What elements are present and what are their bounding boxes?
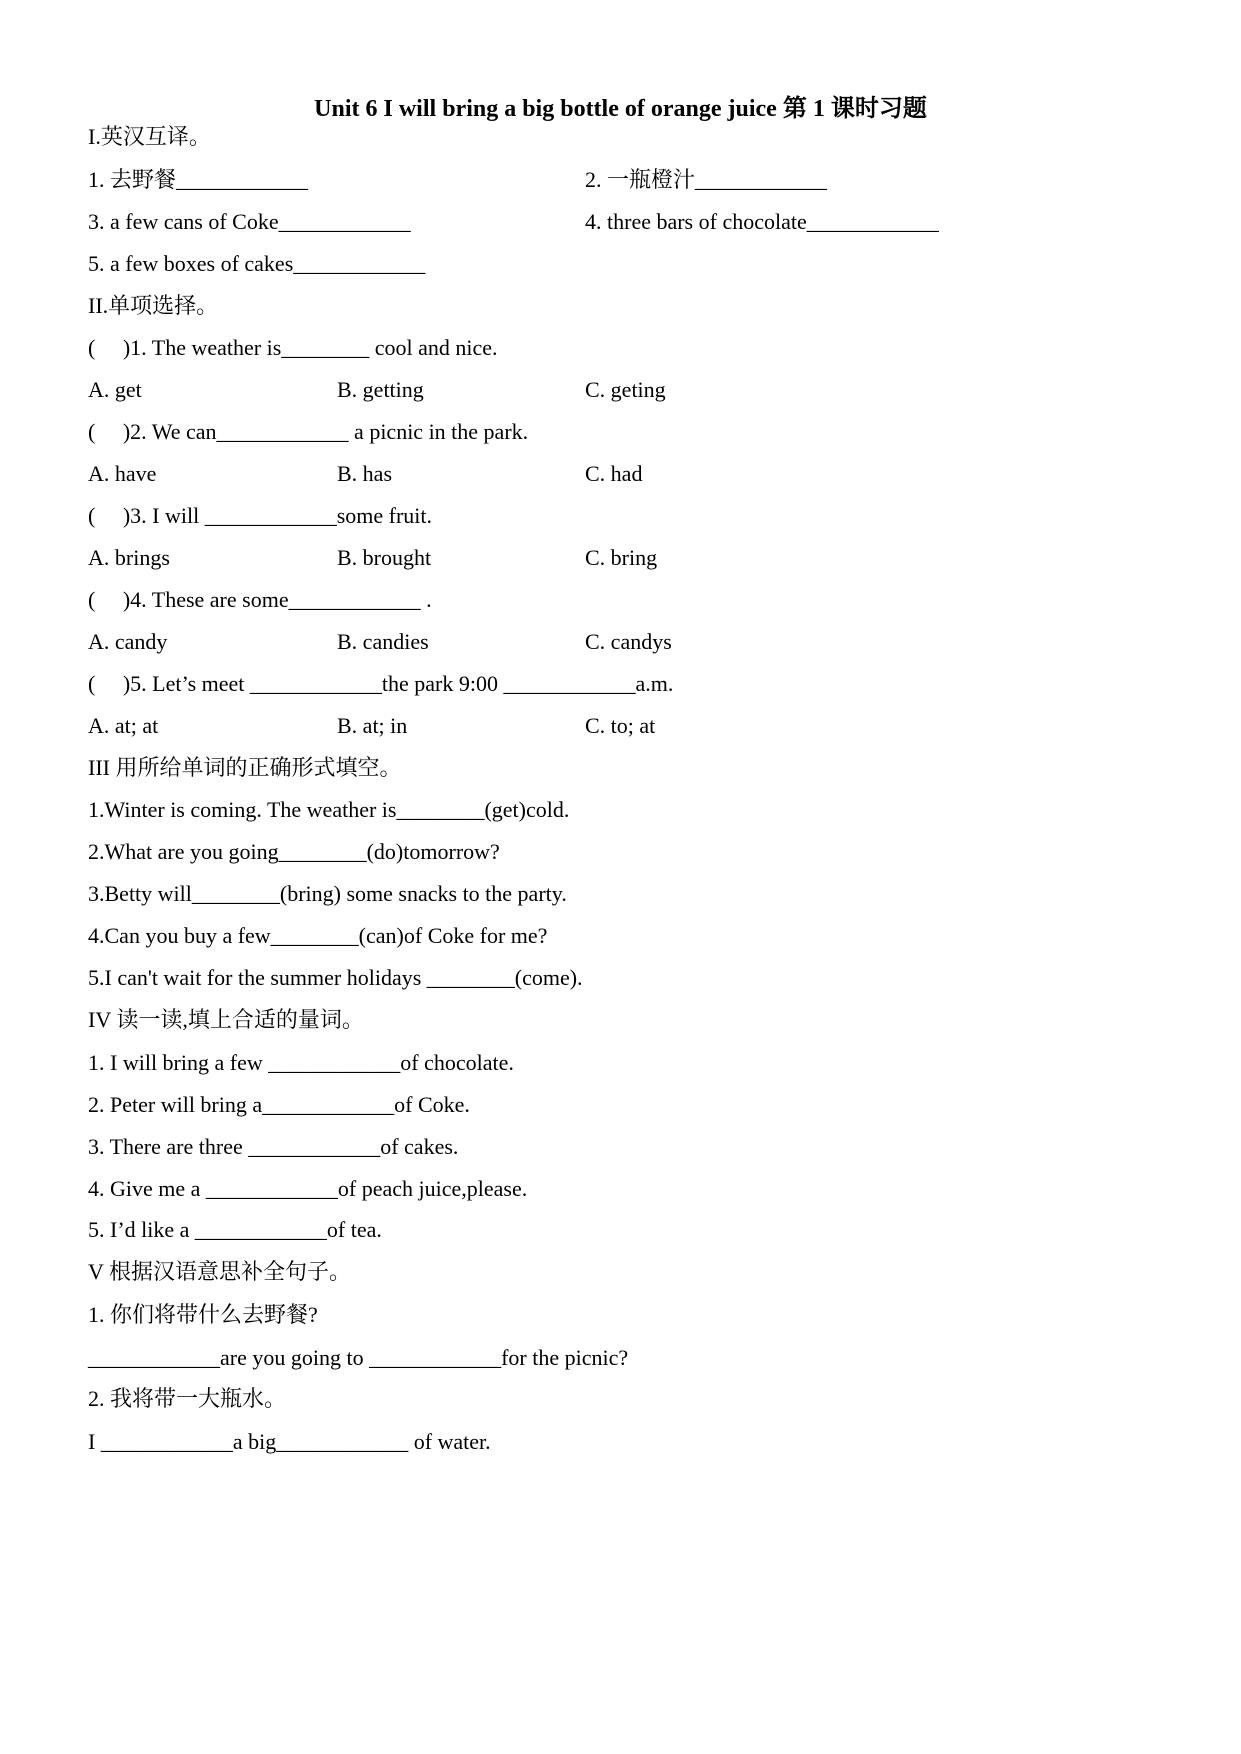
question-1-stem: ( )1. The weather is________ cool and nice. <box>88 335 498 360</box>
question-2-option-b: B. has <box>337 461 392 486</box>
question-4-option-a: A. candy <box>88 629 168 654</box>
question-2-option-c: C. had <box>585 461 643 486</box>
question-3-option-c: C. bring <box>585 545 658 570</box>
section5-answer-2: I ____________a big____________ of water. <box>88 1429 491 1454</box>
question-1-option-c: C. geting <box>585 377 666 402</box>
question-2-option-a: A. have <box>88 461 157 486</box>
section3-item-4: 4.Can you buy a few________(can)of Coke for me? <box>88 923 548 948</box>
section5-answer-1: ____________are you going to ____________for the picnic? <box>88 1345 629 1370</box>
page-title: Unit 6 I will bring a big bottle of orange juice 第 1 课时习题 <box>314 96 927 122</box>
question-5-option-a: A. at; at <box>88 713 159 738</box>
question-4-option-c: C. candys <box>585 629 672 654</box>
section3-item-2: 2.What are you going________(do)tomorrow? <box>88 839 500 864</box>
section4-item-1: 1. I will bring a few ____________of chocolate. <box>88 1050 514 1075</box>
question-2-stem: ( )2. We can____________ a picnic in the park. <box>88 419 529 444</box>
question-3-option-a: A. brings <box>88 545 170 570</box>
section4-heading: IV 读一读,填上合适的量词。 <box>88 1007 364 1032</box>
section3-item-3: 3.Betty will________(bring) some snacks to the party. <box>88 881 567 906</box>
question-3-stem: ( )3. I will ____________some fruit. <box>88 503 433 528</box>
section5-prompt-1: 1. 你们将带什么去野餐? <box>88 1302 318 1327</box>
section1-heading: I.英汉互译。 <box>88 124 211 149</box>
section3-item-5: 5.I can't wait for the summer holidays ________(come). <box>88 965 583 990</box>
section3-heading: III 用所给单词的正确形式填空。 <box>88 755 402 780</box>
section4-item-3: 3. There are three ____________of cakes. <box>88 1134 459 1159</box>
question-3-option-b: B. brought <box>337 545 432 570</box>
section1-item-5: 5. a few boxes of cakes____________ <box>88 251 426 276</box>
question-5-option-b: B. at; in <box>337 713 408 738</box>
section5-heading: V 根据汉语意思补全句子。 <box>88 1259 351 1284</box>
question-1-option-b: B. getting <box>337 377 424 402</box>
question-5-stem: ( )5. Let’s meet ____________the park 9:00 ____________a.m. <box>88 671 674 696</box>
section4-item-4: 4. Give me a ____________of peach juice,please. <box>88 1176 528 1201</box>
section1-item-4: 4. three bars of chocolate____________ <box>585 209 939 234</box>
section3-item-1: 1.Winter is coming. The weather is________(get)cold. <box>88 797 570 822</box>
section1-item-1: 1. 去野餐____________ <box>88 167 309 192</box>
section2-heading: II.单项选择。 <box>88 293 219 318</box>
section1-item-2: 2. 一瓶橙汁____________ <box>585 167 828 192</box>
question-1-option-a: A. get <box>88 377 142 402</box>
section1-item-3: 3. a few cans of Coke____________ <box>88 209 411 234</box>
section4-item-5: 5. I’d like a ____________of tea. <box>88 1217 382 1242</box>
question-4-stem: ( )4. These are some____________ . <box>88 587 432 612</box>
question-5-option-c: C. to; at <box>585 713 656 738</box>
section5-prompt-2: 2. 我将带一大瓶水。 <box>88 1386 287 1411</box>
question-4-option-b: B. candies <box>337 629 429 654</box>
section4-item-2: 2. Peter will bring a____________of Coke. <box>88 1092 470 1117</box>
